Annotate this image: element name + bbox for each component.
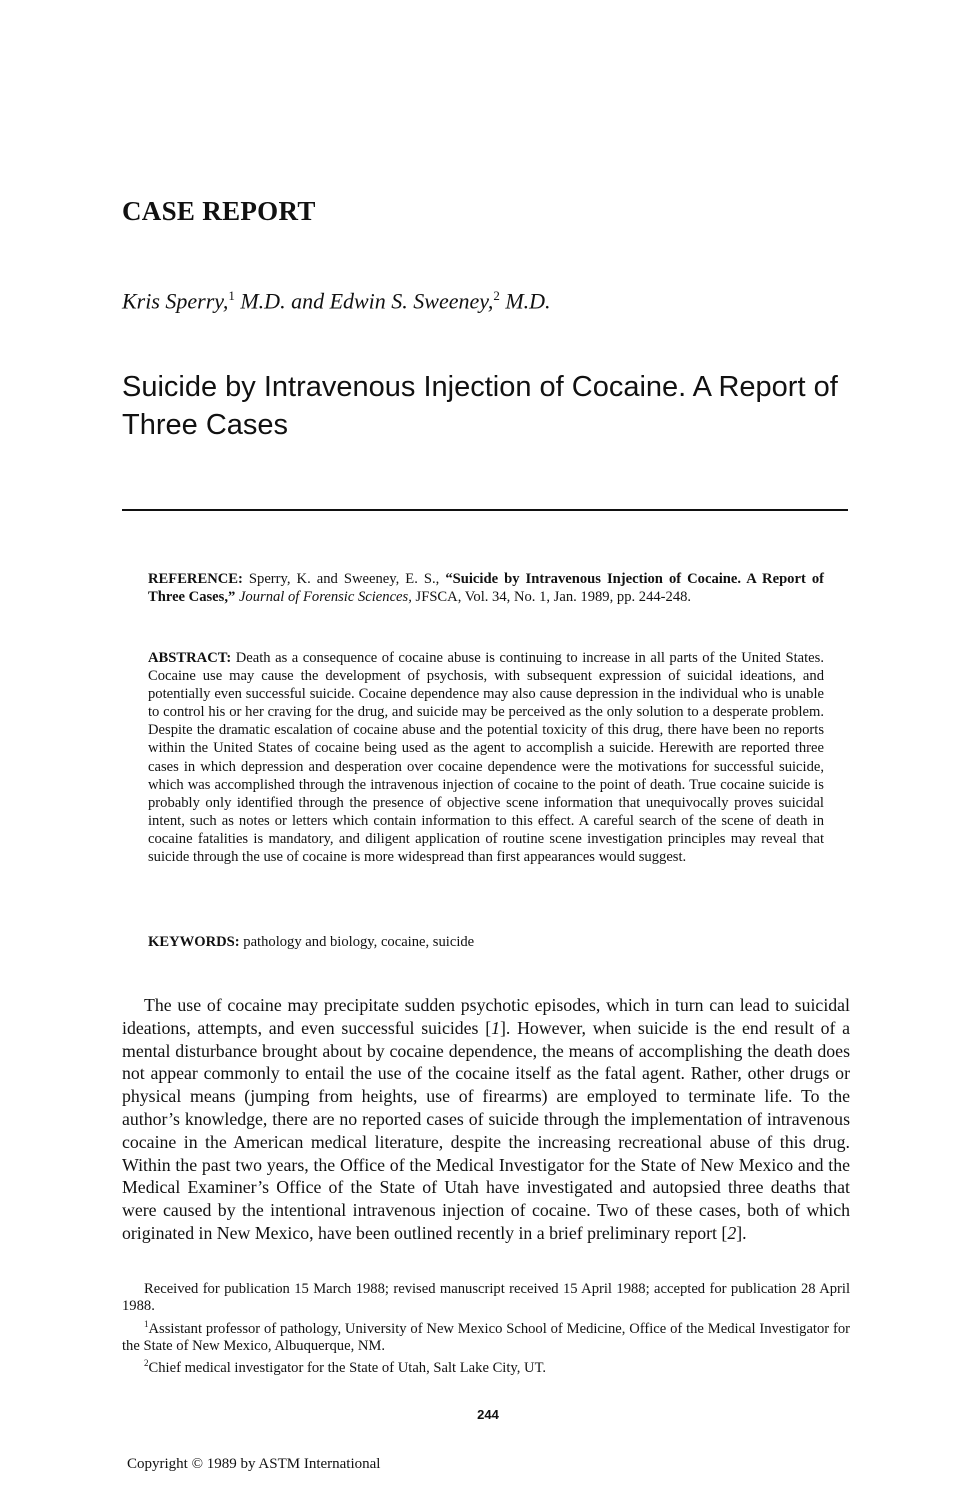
reference-journal: Journal of Forensic Sciences, (235, 589, 412, 606)
footnote-2-mark: 2 (144, 1358, 149, 1369)
author-2-footnote-mark: 2 (493, 288, 500, 303)
abstract-block (148, 649, 824, 866)
section-label: CASE REPORT (122, 196, 316, 226)
copyright-notice: Copyright © 1989 by ASTM International (127, 1456, 381, 1472)
article-title: Suicide by Intravenous Injection of Cocaine. A Report of Three Cases (122, 371, 838, 441)
author-2-degree: M.D. (499, 288, 551, 314)
body-text-part-2: ]. However, when suicide is the end result of a mental disturbance brought about by cocaine dependence, the means of accomplishing the death does not appear commonly to entail the use of the cocaine itself as the fatal agent. Rather, other drugs or physical means (jumping from heights, use of firearms) are employed to terminate life. To the author’s knowledge, there are no reported cases of suicide through the implementation of intravenous cocaine in the American medical literature, despite the increasing recreational abuse of this drug. Within the past two years, the Office of the Medical Investigator for the State of New Mexico and the Medical Examiner’s Office of the State of Utah have investigated and autopsied three deaths that were caused by the intentional intravenous injection of cocaine. Two of these cases, both of which originated in New Mexico, have been outlined recently in a brief preliminary report [ (122, 1017, 851, 1243)
author-1-name: Kris Sperry, (122, 288, 229, 314)
footnote-1-text: Assistant professor of pathology, University of New Mexico School of Medicine, Office of the Medical Investigator for the State of New Mexico, Albuquerque, NM. (122, 1320, 850, 1355)
body-text-part-1: The use of cocaine may precipitate sudden psychotic episodes, which in turn can lead to suicidal ideations, attempts, and even successful suicides [ (122, 995, 850, 1038)
keywords-block (148, 933, 824, 951)
body-text-part-3: ]. (736, 1222, 747, 1243)
reference-authors: Sperry, K. and Sweeney, E. S., (242, 571, 446, 587)
citation-ref-2: 2 (727, 1222, 737, 1243)
body-paragraph (122, 994, 850, 1245)
received-note: Received for publication 15 March 1988; revised manuscript received 15 April 1988; accepted for publication 28 April 1988. (122, 1281, 850, 1315)
abstract-text: Death as a consequence of cocaine abuse is continuing to increase in all parts of the United States. Cocaine use may cause the development of psychosis, with subsequent expression of suicidal ideations, and potentially even successful suicide. Cocaine dependence may also cause depression in the individual who is unable to control his or her craving for the drug, and suicide may be perceived as the only solution to a desperate problem. Despite the dramatic escalation of cocaine abuse and the potential toxicity of this drug, there have been no reports within the United States of cocaine being used as the agent to accomplish a suicide. Herewith are reported three cases in which depression and desperation over cocaine dependence were the motivations for successful suicide, which was accomplished through the intravenous injection of cocaine to the point of death. True cocaine suicide is probably only identified through the presence of objective scene information that unequivocally proves suicidal intent, such as notes or letters which contain information to this effect. A careful search of the scene of death in cocaine fatalities is mandatory, and diligent application of routine scene investigation principles may reveal that suicide through the use of cocaine is more widespread than first appearances would suggest. (148, 650, 824, 866)
footnote-2 (122, 1355, 850, 1377)
author-1-degree-and-author-2: M.D. and Edwin S. Sweeney, (234, 288, 494, 314)
title-divider (122, 509, 848, 511)
footnotes (122, 1281, 850, 1378)
reference-label: REFERENCE: (148, 571, 243, 587)
keywords-label: KEYWORDS: (148, 934, 240, 950)
abstract-label: ABSTRACT: (148, 650, 232, 666)
author-1-footnote-mark: 1 (228, 288, 235, 303)
footnote-1 (122, 1316, 850, 1356)
reference-details: JFSCA, Vol. 34, No. 1, Jan. 1989, pp. 244-248. (411, 589, 692, 606)
reference-article-title: “Suicide by Intravenous Injection of Cocaine. A Report of Three Cases,” (148, 571, 825, 606)
page-number: 244 (477, 1407, 499, 1422)
reference-block (148, 570, 824, 606)
footnote-1-mark: 1 (144, 1318, 149, 1329)
keywords-text: pathology and biology, cocaine, suicide (239, 934, 475, 950)
citation-ref-1: 1 (491, 1017, 501, 1038)
footnote-2-text: Chief medical investigator for the State of Utah, Salt Lake City, UT. (148, 1360, 547, 1377)
author-line (122, 288, 551, 314)
